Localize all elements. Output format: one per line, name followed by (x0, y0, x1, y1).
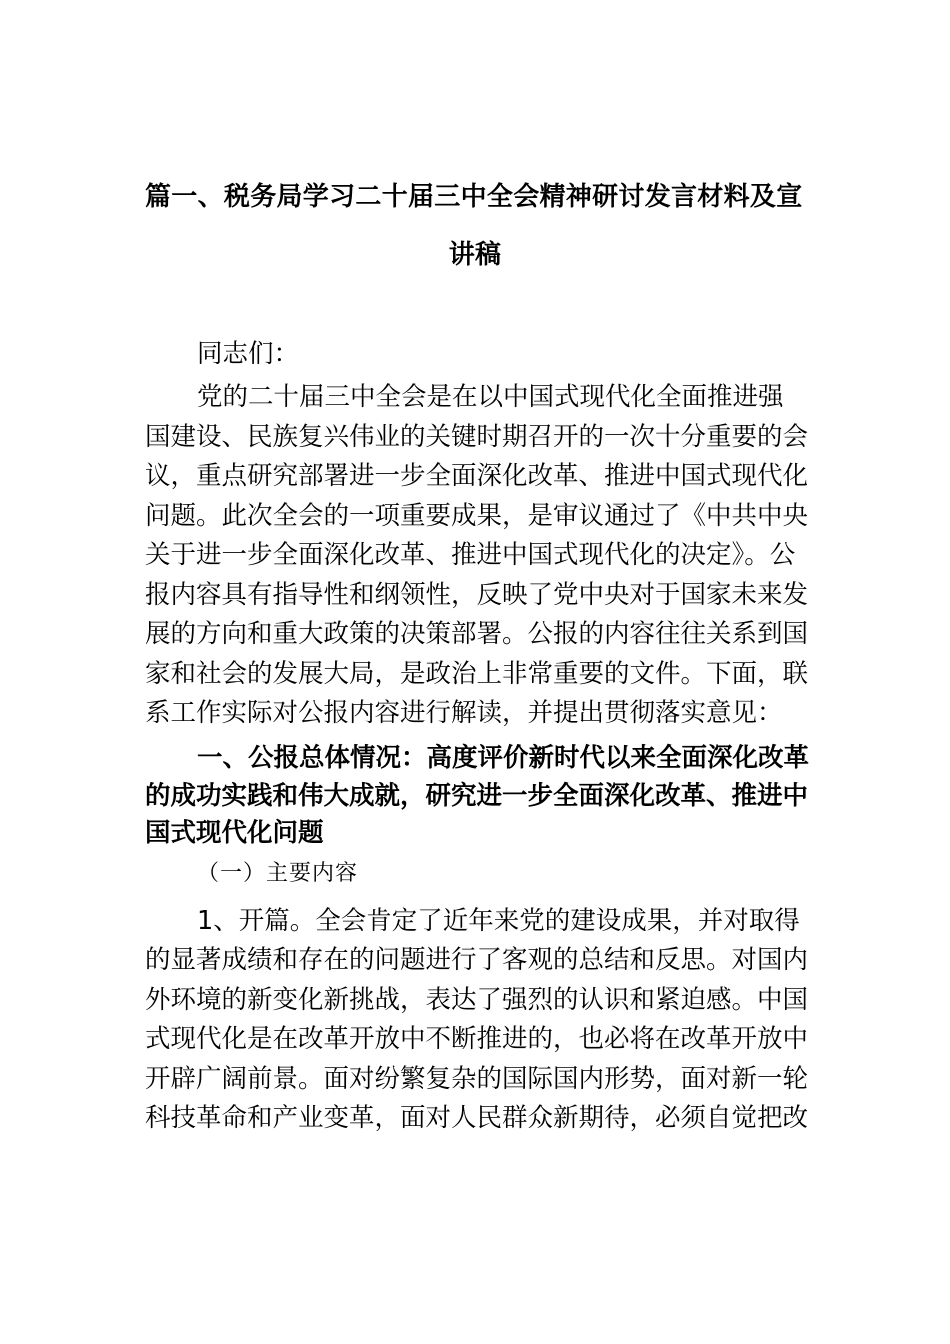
paragraph-1-line: 家和社会的发展大局，是政治上非常重要的文件。下面，联 (145, 659, 809, 689)
paragraph-2-line: 式现代化是在改革开放中不断推进的，也必将在改革开放中 (145, 1024, 809, 1054)
paragraph-1-line: 问题。此次全会的一项重要成果，是审议通过了《中共中央 (145, 501, 809, 531)
paragraph-1-line: 党的二十届三中全会是在以中国式现代化全面推进强 (197, 382, 784, 412)
greeting: 同志们： (197, 339, 300, 369)
heading-1-line: 国式现代化问题 (145, 818, 324, 848)
paragraph-2-line: 1、开篇。全会肯定了近年来党的建设成果，并对取得 (197, 906, 800, 936)
document-title-line-2: 讲稿 (448, 240, 502, 270)
heading-1-line: 一、公报总体情况：高度评价新时代以来全面深化改革 (197, 743, 810, 773)
paragraph-1-line: 展的方向和重大政策的决策部署。公报的内容往往关系到国 (145, 619, 809, 649)
paragraph-1-line: 议，重点研究部署进一步全面深化改革、推进中国式现代化 (145, 461, 809, 491)
paragraph-2-line: 的显著成绩和存在的问题进行了客观的总结和反思。对国内 (145, 945, 809, 975)
paragraph-2-line: 外环境的新变化新挑战，表达了强烈的认识和紧迫感。中国 (145, 985, 809, 1015)
paragraph-1-line: 国建设、民族复兴伟业的关键时期召开的一次十分重要的会 (145, 422, 809, 452)
paragraph-1-line: 报内容具有指导性和纲领性，反映了党中央对于国家未来发 (145, 580, 809, 610)
paragraph-1-line: 关于进一步全面深化改革、推进中国式现代化的决定》。公 (145, 540, 796, 570)
subheading-1: （一）主要内容 (197, 861, 359, 886)
paragraph-1-line: 系工作实际对公报内容进行解读，并提出贯彻落实意见： (145, 698, 783, 728)
paragraph-2-line: 开辟广阔前景。面对纷繁复杂的国际国内形势，面对新一轮 (145, 1064, 809, 1094)
heading-1-line: 的成功实践和伟大成就，研究进一步全面深化改革、推进中 (145, 781, 809, 811)
paragraph-2-line: 科技革命和产业变革，面对人民群众新期待，必须自觉把改 (145, 1103, 809, 1133)
document-title-line-1: 篇一、税务局学习二十届三中全会精神研讨发言材料及宣 (145, 182, 803, 212)
